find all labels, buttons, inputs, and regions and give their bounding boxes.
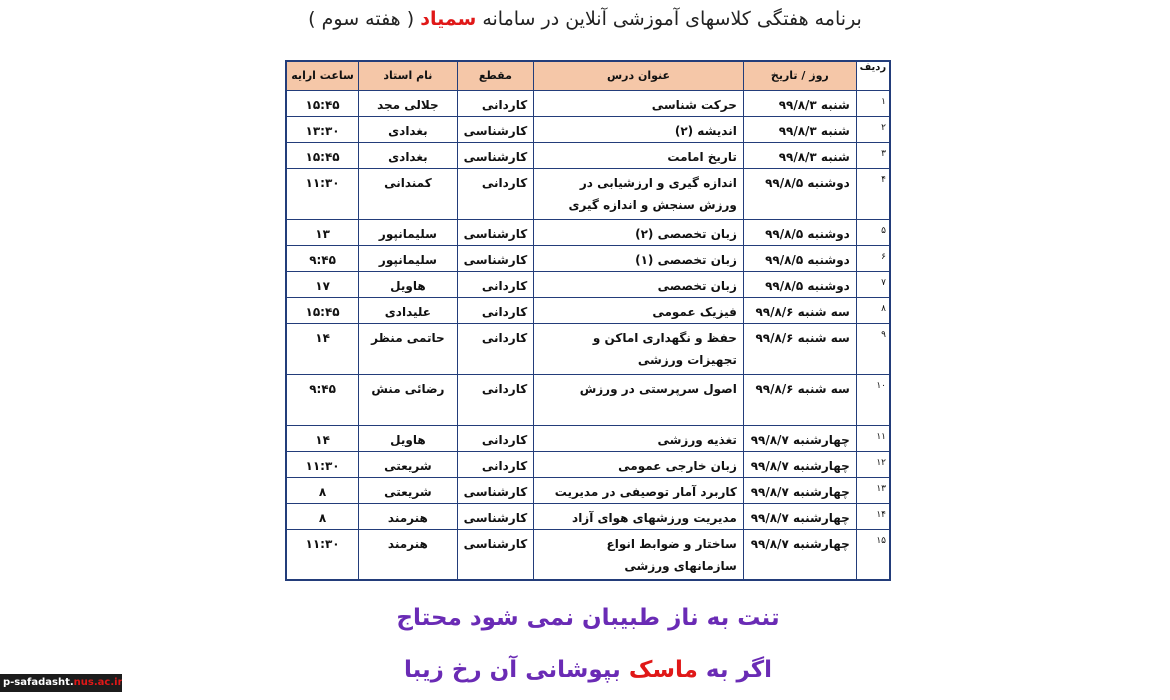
row-number: ۶ xyxy=(856,245,890,271)
row-number: ۹ xyxy=(856,323,890,374)
watermark-domain: nus.ac.ir xyxy=(73,677,122,688)
teacher-cell: هاویل xyxy=(359,425,457,451)
course-cell: اندازه گیری و ارزشیابی در ورزش سنجش و اندازه گیری xyxy=(534,168,744,219)
table-row xyxy=(286,271,890,297)
course-cell: حرکت شناسی xyxy=(534,90,744,116)
day-date-cell: سه شنبه ۹۹/۸/۶ xyxy=(743,374,856,425)
watermark-prefix: p-safadasht. xyxy=(3,677,74,688)
schedule-table xyxy=(285,60,891,581)
level-cell: کاردانی xyxy=(457,90,534,116)
poem-line-1: تنت به ناز طبیبان نمی شود محتاج xyxy=(396,605,780,631)
course-cell: زبان تخصصی xyxy=(534,271,744,297)
teacher-cell: جلالی مجد xyxy=(359,90,457,116)
teacher-cell: شریعتی xyxy=(359,451,457,477)
time-cell: ۱۳:۳۰ xyxy=(286,116,359,142)
teacher-cell: بغدادی xyxy=(359,116,457,142)
time-cell: ۱۵:۴۵ xyxy=(286,142,359,168)
level-cell: کارشناسی xyxy=(457,477,534,503)
page-title xyxy=(230,8,940,30)
header-time: ساعت ارایه xyxy=(286,61,359,90)
course-cell: زبان خارجی عمومی xyxy=(534,451,744,477)
day-date-cell: دوشنبه ۹۹/۸/۵ xyxy=(743,168,856,219)
table-row xyxy=(286,90,890,116)
course-cell: اصول سرپرستی در ورزش xyxy=(534,374,744,425)
table-row xyxy=(286,168,890,219)
table-row xyxy=(286,451,890,477)
level-cell: کاردانی xyxy=(457,323,534,374)
row-number: ۸ xyxy=(856,297,890,323)
poem-line-2-start: اگر به xyxy=(705,657,773,683)
level-cell: کارشناسی xyxy=(457,529,534,580)
table-row xyxy=(286,116,890,142)
poem-highlight: ماسک xyxy=(628,657,698,683)
teacher-cell: هنرمند xyxy=(359,503,457,529)
level-cell: کارشناسی xyxy=(457,503,534,529)
course-cell: فیزیک عمومی xyxy=(534,297,744,323)
teacher-cell: سلیمانپور xyxy=(359,219,457,245)
row-number: ۵ xyxy=(856,219,890,245)
course-cell: ساختار و ضوابط انواع سازمانهای ورزشی xyxy=(534,529,744,580)
time-cell: ۱۷ xyxy=(286,271,359,297)
teacher-cell: هاویل xyxy=(359,271,457,297)
day-date-cell: چهارشنبه ۹۹/۸/۷ xyxy=(743,477,856,503)
teacher-cell: سلیمانپور xyxy=(359,245,457,271)
day-date-cell: دوشنبه ۹۹/۸/۵ xyxy=(743,245,856,271)
poem-line-2-end: بپوشانی آن رخ زیبا xyxy=(403,657,621,683)
table-row xyxy=(286,425,890,451)
row-number: ۱۰ xyxy=(856,374,890,425)
course-cell: حفظ و نگهداری اماکن و تجهیزات ورزشی xyxy=(534,323,744,374)
level-cell: کاردانی xyxy=(457,374,534,425)
row-number: ۱۱ xyxy=(856,425,890,451)
time-cell: ۱۵:۴۵ xyxy=(286,297,359,323)
row-number: ۱۲ xyxy=(856,451,890,477)
day-date-cell: سه شنبه ۹۹/۸/۶ xyxy=(743,297,856,323)
time-cell: ۱۳ xyxy=(286,219,359,245)
level-cell: کارشناسی xyxy=(457,142,534,168)
table-row xyxy=(286,245,890,271)
row-number: ۱۵ xyxy=(856,529,890,580)
course-cell: زبان تخصصی (۱) xyxy=(534,245,744,271)
level-cell: کاردانی xyxy=(457,297,534,323)
table-row xyxy=(286,374,890,425)
course-cell: تاریخ امامت xyxy=(534,142,744,168)
time-cell: ۹:۴۵ xyxy=(286,374,359,425)
header-level: مقطع xyxy=(457,61,534,90)
site-watermark xyxy=(0,674,122,692)
time-cell: ۱۴ xyxy=(286,425,359,451)
time-cell: ۸ xyxy=(286,477,359,503)
table-header-row xyxy=(286,61,890,90)
teacher-cell: علیدادی xyxy=(359,297,457,323)
time-cell: ۱۱:۳۰ xyxy=(286,168,359,219)
title-week: ( هفته سوم ) xyxy=(308,8,415,30)
time-cell: ۱۱:۳۰ xyxy=(286,529,359,580)
table-row xyxy=(286,323,890,374)
day-date-cell: شنبه ۹۹/۸/۳ xyxy=(743,116,856,142)
header-row-number: ردیف xyxy=(856,61,890,90)
teacher-cell: کمندانی xyxy=(359,168,457,219)
row-number: ۱۳ xyxy=(856,477,890,503)
course-cell: تغذیه ورزشی xyxy=(534,425,744,451)
time-cell: ۸ xyxy=(286,503,359,529)
day-date-cell: دوشنبه ۹۹/۸/۵ xyxy=(743,271,856,297)
table-row xyxy=(286,297,890,323)
level-cell: کارشناسی xyxy=(457,245,534,271)
level-cell: کاردانی xyxy=(457,451,534,477)
level-cell: کاردانی xyxy=(457,168,534,219)
header-course: عنوان درس xyxy=(534,61,744,90)
time-cell: ۱۵:۴۵ xyxy=(286,90,359,116)
table-row xyxy=(286,503,890,529)
row-number: ۷ xyxy=(856,271,890,297)
time-cell: ۹:۴۵ xyxy=(286,245,359,271)
table-row xyxy=(286,529,890,580)
day-date-cell: چهارشنبه ۹۹/۸/۷ xyxy=(743,529,856,580)
teacher-cell: هنرمند xyxy=(359,529,457,580)
table-row xyxy=(286,477,890,503)
header-teacher: نام استاد xyxy=(359,61,457,90)
level-cell: کارشناسی xyxy=(457,116,534,142)
course-cell: اندیشه (۲) xyxy=(534,116,744,142)
table-body xyxy=(286,90,890,580)
poem-line-2 xyxy=(300,657,876,683)
day-date-cell: چهارشنبه ۹۹/۸/۷ xyxy=(743,503,856,529)
row-number: ۴ xyxy=(856,168,890,219)
day-date-cell: سه شنبه ۹۹/۸/۶ xyxy=(743,323,856,374)
level-cell: کارشناسی xyxy=(457,219,534,245)
row-number: ۲ xyxy=(856,116,890,142)
table-row xyxy=(286,219,890,245)
level-cell: کاردانی xyxy=(457,271,534,297)
time-cell: ۱۱:۳۰ xyxy=(286,451,359,477)
course-cell: زبان تخصصی (۲) xyxy=(534,219,744,245)
day-date-cell: چهارشنبه ۹۹/۸/۷ xyxy=(743,425,856,451)
day-date-cell: شنبه ۹۹/۸/۳ xyxy=(743,90,856,116)
course-cell: کاربرد آمار توصیفی در مدیریت xyxy=(534,477,744,503)
day-date-cell: شنبه ۹۹/۸/۳ xyxy=(743,142,856,168)
day-date-cell: چهارشنبه ۹۹/۸/۷ xyxy=(743,451,856,477)
header-day-date: روز / تاریخ xyxy=(743,61,856,90)
level-cell: کاردانی xyxy=(457,425,534,451)
teacher-cell: حاتمی منظر xyxy=(359,323,457,374)
row-number: ۳ xyxy=(856,142,890,168)
teacher-cell: شریعتی xyxy=(359,477,457,503)
title-text: برنامه هفتگی کلاسهای آموزشی آنلاین در سامانه xyxy=(482,8,862,30)
row-number: ۱۴ xyxy=(856,503,890,529)
table-row xyxy=(286,142,890,168)
day-date-cell: دوشنبه ۹۹/۸/۵ xyxy=(743,219,856,245)
time-cell: ۱۴ xyxy=(286,323,359,374)
title-highlight: سمیاد xyxy=(420,8,477,30)
teacher-cell: بغدادی xyxy=(359,142,457,168)
row-number: ۱ xyxy=(856,90,890,116)
course-cell: مدیریت ورزشهای هوای آزاد xyxy=(534,503,744,529)
teacher-cell: رضائی منش xyxy=(359,374,457,425)
